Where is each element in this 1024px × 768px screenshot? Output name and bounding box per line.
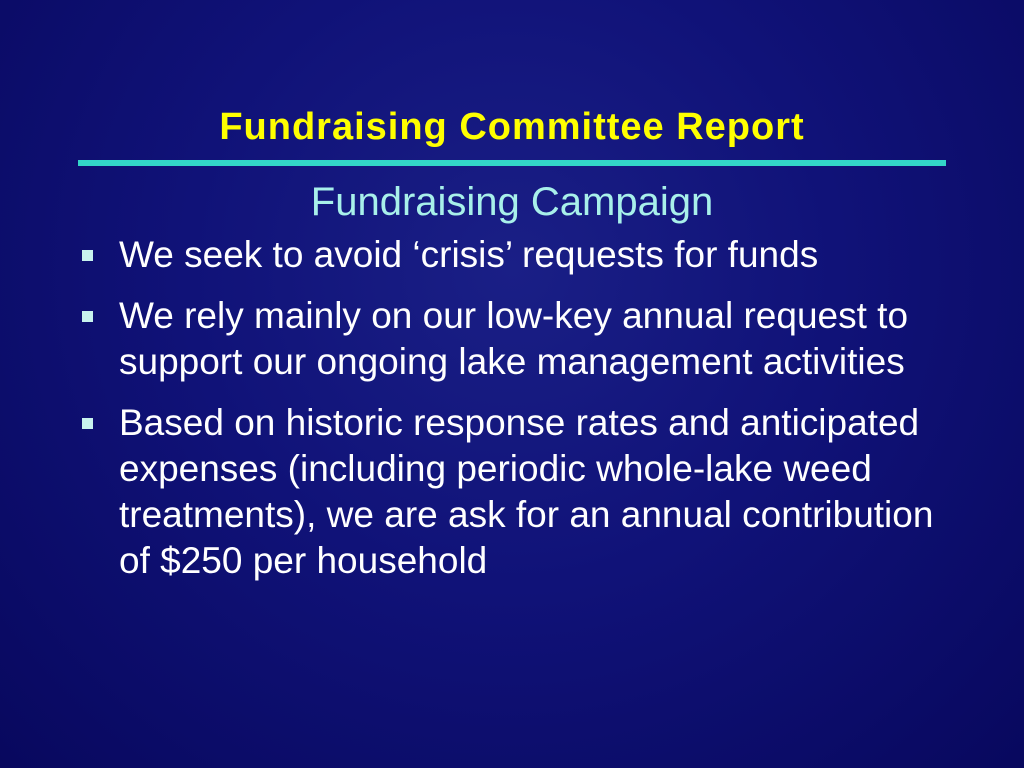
bullet-item [78,293,958,385]
square-bullet-icon [82,418,93,429]
square-bullet-icon [82,311,93,322]
bullet-text: We seek to avoid ‘crisis’ requests for funds [119,234,819,275]
square-bullet-icon [82,250,93,261]
bullet-text: We rely mainly on our low-key annual request to support our ongoing lake management activities [119,295,909,382]
slide-subtitle: Fundraising Campaign [310,180,714,224]
bullet-list [78,232,958,599]
slide-title: Fundraising Committee Report [219,106,805,148]
bullet-text: Based on historic response rates and anticipated expenses (including periodic whole-lake weed treatments), we are ask for an annual contribution of $250 per household [119,402,934,581]
bullet-item [78,400,958,584]
title-divider [78,160,946,166]
bullet-item [78,232,958,278]
